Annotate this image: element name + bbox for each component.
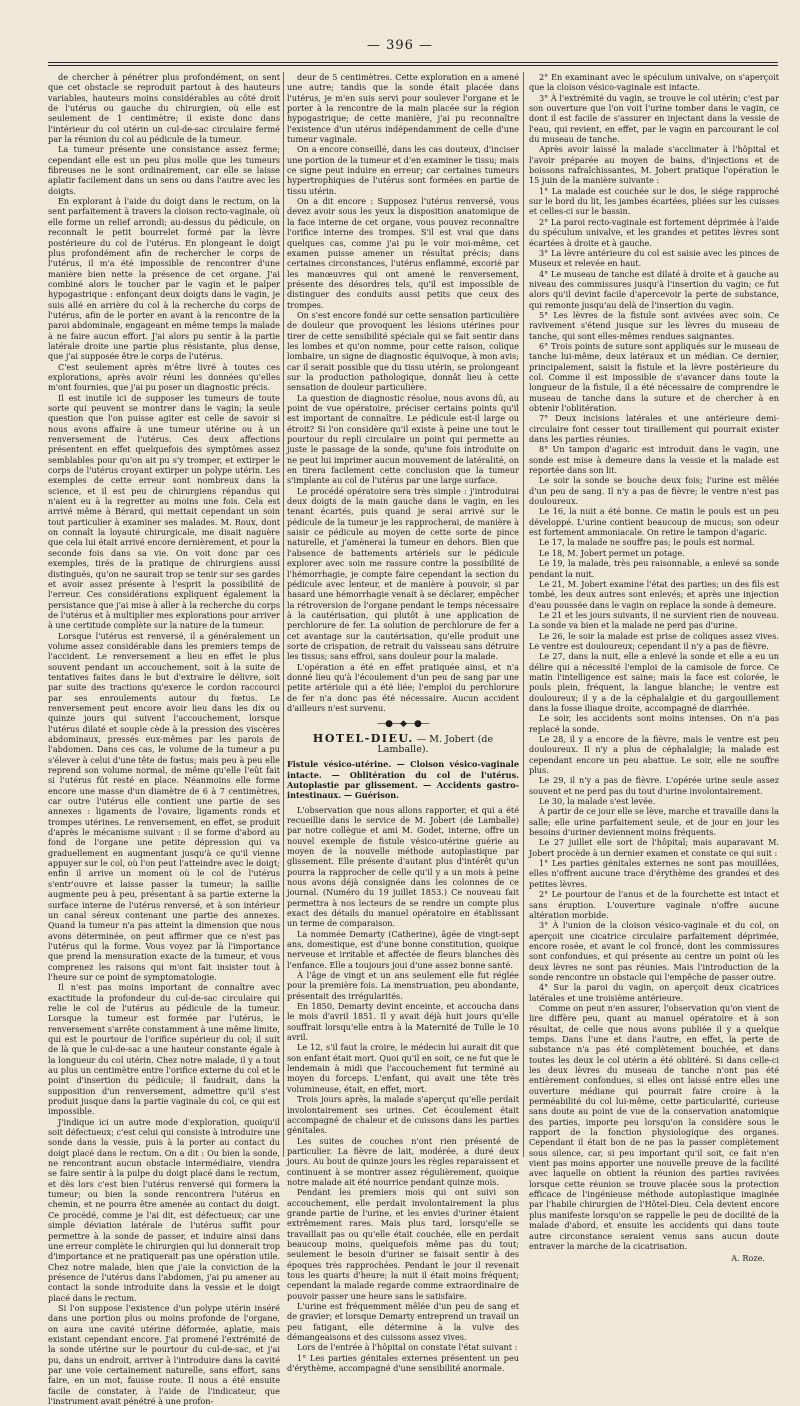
author-signature: A. Roze. bbox=[731, 1253, 765, 1264]
paragraph: 3° À l'union de la cloison vésico-vaginale et du col, on aperçoit une cicatrice circulaire parfaitement déprimée, encore rosée, et avant le col froncé, dont les commissures sont confondues, et qui présente au centre un point où les deux lèvres ne sont pas réunies. Mais l'introduction de la sonde rencontre un obstacle qui l'empêche de passer outre. bbox=[529, 920, 779, 982]
paragraph: Si l'on suppose l'existence d'un polype utérin inséré dans une portion plus ou moins profonde de l'organe, on aura une cavité utérine déformée, aplatie, mais existant cependant encore. J'ai promené l'extrémité de la sonde utérine sur le pourtour du cul-de-sac, et j'ai pu, dans un endroit, arriver à l'introduire dans la cavité par une voie certainement naturelle, sans effort, sans faire, en un mot, fausse route. Il nous a été ensuite facile de constater, à l'aide de l'indicateur, que l'instrument avait pénétré à une profon- bbox=[48, 1302, 280, 1406]
paragraph: 7° Deux incisions latérales et une antérieure demi-circulaire font cesser tout tiraillement qui pourrait exister dans les parties réunies. bbox=[529, 413, 779, 445]
paragraph: Lors de l'entrée à l'hôpital on constate l'état suivant : bbox=[297, 1342, 518, 1353]
paragraph: Le soir, les accidents sont moins intenses. On n'a pas replacé la sonde. bbox=[529, 713, 779, 734]
paragraph: 5° Les lèvres de la fistule sont avivées avec soin. Ce ravivement s'étend jusque sur les lèvres du museau de tanche, qui sont elles-mêmes rendues saignantes. bbox=[529, 309, 779, 341]
paragraph: Le 28, il y a encore de la fièvre, mais le ventre est peu douloureux. Il n'y a plus de céphalalgie; la malade est cependant encore un peu abattue. Le soir, elle ne souffre plus. bbox=[529, 734, 779, 776]
paragraph: On s'est encore fondé sur cette sensation particulière de douleur que provoquent les lésions utérines pour tirer de cette sensibilité spéciale qui se fait sentir dans les lombes et qu'on nomme, pour cette raison, colique lombaire, un signe de diagnostic équivoque, à mon avis; car il serait possible que du tissu utérin, se prolongeant sur la production pathologique, donnât lieu à cette sensation de douleur particulière. bbox=[287, 309, 519, 393]
paragraph: Le 26, le soir la malade est prise de coliques assez vives. Le ventre est douloureux; cependant il n'y a pas de fièvre. bbox=[529, 630, 779, 651]
column-2 bbox=[287, 72, 519, 1374]
paragraph: Trois jours après, la malade s'aperçut qu'elle perdait involontairement ses urines. Cet écoulement était accompagné de chaleur et de cuissons dans les parties génitales. bbox=[287, 1094, 519, 1136]
column-separator bbox=[523, 72, 524, 1157]
section-heading bbox=[287, 731, 519, 756]
paragraph: 1° Les parties génitales externes ne sont pas mouillées, elles n'offrent aucune trace d'érythème des grandes et des petites lèvres. bbox=[529, 858, 779, 889]
paragraph: Le 29, il n'y a pas de fièvre. L'opérée urine seule assez souvent et ne perd pas du tout d'urine involontairement. bbox=[529, 775, 779, 796]
paragraph: L'opération a été en effet pratiquée ainsi, et n'a donné lieu qu'à l'écoulement d'un peu de sang par une petite artériole qui a été liée; l'emploi du perchlorure de fer n'a donc pas été nécessaire. Aucun accident d'ailleurs n'est survenu. bbox=[287, 661, 519, 713]
page-number: — 396 — bbox=[366, 38, 434, 53]
paragraph: C'est seulement après m'être livré à toutes ces explorations, après avoir réuni les données qu'elles m'ont fournies, que j'ai pu poser un diagnostic précis. bbox=[48, 361, 280, 393]
paragraph: Comme on peut n'en assurer, l'observation qu'on vient de lire diffère peu, quant au manuel opératoire et à son résultat, de celle que nous avons publiée il y a quelque temps. Dans l'une et dans l'autre, en effet, la perte de substance n'a pas été complètement bouchée, et dans toutes les deux le col utérin a été oblitéré. Si dans celle-ci les deux lèvres du museau de tanche n'ont pas été entièrement confondues, si elles ont laissé entre elles une ouverture médiane qui pourrait faire croire à la perméabilité du col lui-même, cette particularité, curieuse sans doute au point de vue de la conservation anatomique des parties, importe peu lorsqu'on la considère sous le rapport de la fonction physiologique des organes. Cependant il était bon de ne pas la passer complètement sous silence, car, si peu important qu'il soit, ce fait n'en vient pas moins apporter une nouvelle preuve de la facilité avec laquelle on obtient la réunion des parties ravivées lorsque cette réunion se trouve placée sous la protection efficace de l'ingénieuse méthode autoplastique imaginée par l'habile chirurgien de l'Hôtel-Dieu. Cela devient encore plus manifeste lorsqu'on se rappelle le peu de docilité de la malade d'abord, et ensuite les accidents qui dans toute autre circonstance seraient venus sans aucun doute entraver la marche de la cicatrisation. bbox=[529, 1002, 779, 1251]
paragraph: 2° Le pourtour de l'anus et de la fourchette est intact et sans éruption. L'ouverture vaginale n'offre aucune altération morbide. bbox=[529, 889, 779, 920]
paragraph: Le 16, la nuit a été bonne. Ce matin le pouls est un peu développé. L'urine contient beaucoup de mucus; son odeur est fortement ammoniacale. On retire le tampon d'agaric. bbox=[529, 506, 779, 538]
paragraph: Lorsque l'utérus est renversé, il a généralement un volume assez considérable dans les premiers temps de l'accident. Le renversement a lieu en effet le plus souvent pendant un accouchement, soit à la suite de tentatives faites dans le but d'extraire le délivre, soit par suite des tractions qu'exerce le cordon raccourci par ses enroulements autour du fœtus. Le renversement peut encore avoir lieu dans les dix ou quinze jours qui suivent l'accouchement, lorsque l'utérus dilaté et souple cède à la pression des viscères abdominaux, pressés eux-mêmes par les parois de l'abdomen. Dans ces cas, le volume de la tumeur a pu s'élever à celui d'une tête de fœtus; mais peu à peu elle reprend son volume normal, de même qu'elle l'eût fait si l'utérus fût resté en place. Néanmoins elle forme encore une masse d'un diamètre de 6 à 7 centimètres, car outre l'utérus elle contient une partie de ses annexes : ligaments de l'ovaire, ligaments ronds et trompes utérines. Le renversement, en effet, se produit d'après le mécanisme suivant : il se forme d'abord au fond de l'organe une petite dépression qui va graduellement en augmentant jusqu'à ce qu'il vienne appuyer sur le col, où l'on peut l'atteindre avec le doigt; enfin il arrive un moment où le col de l'utérus s'entr'ouvre et laisse passer la tumeur; la saillie augmente peu à peu, présentant à sa partie externe la surface interne de l'utérus renversé, et à son intérieur un canal séreux contenant une partie des annexes. Quand la tumeur n'a pas atteint la dimension que nous avons déterminée, on peut affirmer que ce n'est pas l'utérus qui la forme. Vous voyez par là l'importance que prend la mensuration exacte de la tumeur, et vous comprenez les raisons qui m'ont fait insister tout à l'heure sur ce point de symptomatologie. bbox=[48, 630, 280, 982]
column-separator bbox=[283, 72, 284, 1157]
paragraph: Pendant les premiers mois qui ont suivi son accouchement, elle perdait involontairement la plus grande partie de l'urine, et les envies d'uriner étaient extrêmement rares. Mais plus tard, lorsqu'elle se travaillait pas ou qu'elle était couchée, elle en perdait beaucoup moins, quelquefois même pas du tout; seulement le besoin d'uriner se faisait sentir à des époques très rapprochées. Pendant le jour il revenait tous les quarts d'heure; la nuit il était moins fréquent; cependant la malade regarde comme extraordinaire de pouvoir passer une heure sans le satisfaire. bbox=[287, 1187, 519, 1301]
paragraph: Il est inutile ici de supposer les tumeurs de toute sorte qui peuvent se montrer dans le vagin; la seule question que l'on puisse agiter est celle de savoir si nous avons affaire à une tumeur utérine ou à un renversement de l'utérus. Ces deux affections présentent en effet quelquefois des symptômes assez semblables pour qu'on ait pu s'y tromper, et extirper le corps de l'utérus croyant extirper un polype utérin. Les exemples de cette erreur sont nombreux dans la science, et il est peu de chirurgiens répandus qui n'aient eu à la regretter au moins une fois. Cela est arrivé même à Bérard, qui mettait cependant un soin tout particulier à examiner ses malades. M. Roux, dont on connaît la loyauté chirurgicale, me disait naguère que cela lui était arrivé encore dernièrement, et pour la seconde fois dans sa vie. On voit donc par ces exemples, tirés de la pratique de chirurgiens aussi distingués, qu'on ne saurait trop se tenir sur ses gardes et avoir assez présente à l'esprit la possibilité de l'erreur. Ces considérations expliquent également la persistance que j'ai mise à aller à la recherche du corps de l'utérus et à multiplier mes explorations pour arriver à une certitude complète sur la nature de la tumeur. bbox=[48, 392, 280, 631]
paragraph: Le 30, la malade s'est levée. bbox=[539, 796, 656, 807]
paragraph: 2° La paroi recto-vaginale est fortement déprimée à l'aide du spéculum univalve, et les grandes et petites lèvres sont écartées à droite et à gauche. bbox=[529, 216, 779, 248]
paragraph: La tumeur présente une consistance assez ferme; cependant elle est un peu plus molle que les tumeurs fibreuses ne le sont ordinairement, car elle se laisse aplatir facilement dans un sens ou dans l'autre avec les doigts. bbox=[48, 144, 280, 196]
paragraph: 4° Sur la paroi du vagin, on aperçoit deux cicatrices latérales et une troisième antérieure. bbox=[529, 982, 779, 1003]
paragraph: Le 27, dans la nuit, elle a enlevé la sonde et elle a eu un délire qui a nécessité l'emploi de la camisole de force. Ce matin l'intelligence est saine; mais la face est colorée, le pouls plein, fréquent, la langue blanche; le ventre est douloureux; il y a de la céphalalgie et du gargouillement dans la fosse iliaque droite, accompagné de diarrhée. bbox=[529, 651, 779, 713]
case-title: Fistule vésico-utérine. — Cloison vésico-vaginale intacte. — Oblitération du col de l'utérus. Autoplastie par glissement. — Accidents gastro-intestinaux. — Guérison. bbox=[287, 759, 519, 801]
paragraph: La question de diagnostic résolue, nous avons dû, au point de vue opératoire, préciser certains points qu'il est important de connaître. Le pédicule est-il large ou étroit? Si l'on considère qu'il existe à peine une tout le pourtour du repli circulaire un point qui permette au juste le passage de la sonde, qu'une fois introduite on ne peut lui imprimer aucun mouvement de latéralité, on en tirera facilement cette conclusion que la tumeur s'implante au col de l'utérus par une large surface. bbox=[287, 392, 519, 486]
paragraph: Le 12, s'il faut la croire, le médecin lui aurait dit que son enfant était mort. Quoi qu'il en soit, ce ne fut que le lendemain à midi que l'accouchement fut terminé au moyen du forceps. L'enfant, qui avait une tête très volumineuse, était, en effet, mort. bbox=[287, 1042, 519, 1094]
paragraph: L'observation que nous allons rapporter, et qui a été recueillie dans le service de M. Jobert (de Lamballe) par notre collègue et ami M. Godet, interne, offre un nouvel exemple de fistule vésico-utérine guérie au moyen de la nouvelle méthode autoplastique par glissement. Elle présente d'autant plus d'intérêt qu'un pourra la rapprocher de celle qu'il y a un mois à peine nous avons déjà consignée dans les colonnes de ce journal. (Numéro du 19 juillet 1853.) Ce nouveau fait permettra à nos lecteurs de se rendre un compte plus exact des détails du manuel opératoire en établissant un terme de comparaison. bbox=[287, 804, 519, 929]
paragraph: J'indique ici un autre mode d'exploration, quoiqu'il soit défectueux; c'est celui qui consiste à introduire une sonde dans la vessie, puis à la porter au contact du doigt placé dans le rectum. On a dit : Ou bien la sonde, ne rencontrant aucun obstacle intermédiaire, viendra se faire sentir à la pulpe du doigt placé dans le rectum, et dès lors c'est bien l'utérus renversé qui formera la tumeur; ou bien la sonde rencontrera l'utérus en chemin, et ne pourra être amenée au contact du doigt. Ce procédé, comme je l'ai dit, est défectueux; car une simple déviation latérale de l'utérus suffit pour permettre à la sonde de passer, et induire ainsi dans une erreur complète le chirurgien qui lui donnerait trop d'importance et ne pratiquerait pas une opération utile. Chez notre malade, bien que j'aie la conviction de la présence de l'utérus dans l'abdomen, j'ai pu amener au contact la sonde introduite dans la vessie et le doigt placé dans le rectum. bbox=[48, 1116, 280, 1303]
paragraph: 2° En examinant avec le spéculum univalve, on s'aperçoit que la cloison vésico-vaginale est intacte. bbox=[529, 72, 779, 93]
paragraph: 1° La malade est couchée sur le dos, le siége rapproché sur le bord du lit, les jambes écartées, pliées sur les cuisses et celles-ci sur le bassin. bbox=[529, 185, 779, 217]
paragraph: Le soir la sonde se bouche deux fois; l'urine est mêlée d'un peu de sang. Il n'y a pas de fièvre; le ventre n'est pas douloureux. bbox=[529, 475, 779, 507]
service-name: — M. Jobert (de Lamballe). bbox=[377, 733, 494, 755]
paragraph: Il n'est pas moins important de connaître avec exactitude la profondeur du cul-de-sac circulaire qui relie le col de l'utérus au pédicule de la tumeur. Lorsque la tumeur est formée par l'utérus, le renversement s'arrête constamment à une même limite, qui est le pourtour de l'orifice supérieur du col; il suit de là que le cul-de-sac a une hauteur constante égale à la longueur du col utérin. Chez notre malade, il y a tout au plus un centimètre entre l'orifice externe du col et le point d'insertion du pédicule; il faudrait, dans la supposition d'un renversement, admettre qu'il s'est produit jusque dans la partie vaginale du col, ce qui est impossible. bbox=[48, 982, 280, 1117]
paragraph: 3° À l'extrémité du vagin, se trouve le col utérin; c'est par son ouverture que l'on voit l'urine tomber dans le vagin, ce dont il est facile de s'assurer en injectant dans la vessie de l'eau, qui revient, en effet, par le vagin en parcourant le col du museau de tanche. bbox=[529, 92, 779, 145]
paragraph: Le procédé opératoire sera très simple : j'introduirai deux doigts de la main gauche dans le vagin, en les tenant écartés, puis quand je serai arrivé sur le pédicule de la tumeur je les rapprocherai, de manière à saisir ce pédicule au moyen de cette sorte de pince naturelle, et j'amènerai la tumeur en dehors. Bien que l'absence de battements artériels sur le pédicule explorer avec soin me rassure contre la possibilité de l'hémorrhagie, je compte faire cependant la section du pédicule avec lenteur, et de manière à pouvoir, si par hasard une hémorrhagie venait à se déclarer, empêcher la rétroversion de l'organe pendant le temps nécessaire à la cautérisation, qui plutôt à une application de perchlorure de fer. La solution de perchlorure de fer a cet avantage sur la cautérisation, qu'elle produit une sorte de crispation, de retrait du vaisseau sans détruire les tissus; sans effroi, sans douleur pour la malade. bbox=[287, 485, 519, 662]
header-rule bbox=[48, 62, 778, 63]
column-3 bbox=[529, 72, 779, 1264]
paragraph: Le 27 juillet elle sort de l'hôpital; mais auparavant M. Jobert procède à un dernier examen et constate ce qui suit : bbox=[529, 837, 779, 858]
paragraph: La nommée Demarty (Catherine), âgée de vingt-sept ans, domestique, est d'une bonne constitution, quoique nerveuse et irritable et affectée de fleurs blanches dès l'enfance. Elle a toujours joui d'une assez bonne santé. bbox=[287, 928, 519, 970]
paragraph: de chercher à pénétrer plus profondément, on sent que cet obstacle se reproduit partout à des hauteurs variables, hauteurs moins considérables au côté droit de l'utérus ou gauche du chirurgien, où elle est seulement de 1 centimètre; il existe donc dans l'intérieur du col utérin un cul-de-sac circulaire fermé par la réunion du col au pédicule de la tumeur. bbox=[48, 72, 280, 145]
paragraph: En 1850, Demarty devint enceinte, et accoucha dans le mois d'avril 1851. Il y avait déjà huit jours qu'elle souffrait lorsqu'elle entra à la Maternité de Tulle le 10 avril. bbox=[287, 1001, 519, 1043]
paragraph: On a encore conseillé, dans les cas douteux, d'inciser une portion de la tumeur et d'en examiner le tissu; mais ce signe peut induire en erreur; car certaines tumeurs hypertrophiques de l'utérus sont formées en partie de tissu utérin. bbox=[287, 144, 519, 196]
paragraph: deur de 5 centimètres. Cette exploration en a amené une autre; tandis que la sonde était placée dans l'utérus, je m'en suis servi pour soulever l'organe et le porter à la rencontre de la main placée sur la région hypogastrique; de cette manière, j'ai pu reconnaître l'existence d'un utérus indépendamment de celle d'une tumeur vaginale. bbox=[287, 72, 519, 145]
paragraph: Les suites de couches n'ont rien présenté de particulier. La fièvre de lait, modérée, a duré deux jours. Au bout de quinze jours les règles reparaissent et continuent à se montrer assez régulièrement, quoique notre malade ait été nourrice pendant quinze mois. bbox=[287, 1135, 519, 1187]
paragraph: À partir de ce jour elle se lève, marche et travaille dans la salle; elle urine parfaitement seule, et de jour en jour les besoins d'uriner deviennent moins fréquents. bbox=[529, 806, 779, 838]
hospital-name: HOTEL-DIEU. bbox=[312, 731, 414, 745]
paragraph: 8° Un tampon d'agaric est introduit dans le vagin, une sonde est mise à demeure dans la vessie et la malade est reportée dans son lit. bbox=[529, 444, 779, 476]
paragraph: Le 19, la malade, très peu raisonnable, a enlevé sa sonde pendant la nuit. bbox=[529, 558, 779, 579]
paragraph: On a dit encore : Supposez l'utérus renversé, vous devez avoir sous les yeux la disposition anatomique de la face interne de cet organe, vous pouvez reconnaître l'orifice interne des trompes. S'il est vrai que dans quelques cas, comme j'ai pu le voir moi-même, cet examen puisse amener un résultat précis; dans certaines circonstances, l'utérus enflammé, excorié par les manœuvres qui ont amené le renversement, présente des désordres tels, qu'il est impossible de distinguer des conduits aussi petits que ceux des trompes. bbox=[287, 196, 519, 310]
paragraph: Le 21, M. Jobert examine l'état des parties; un des fils est tombé, les deux autres sont enlevés; et après une injection d'eau poussée dans le vagin on replace la sonde à demeure. bbox=[529, 578, 779, 610]
header-rule-thin bbox=[48, 65, 778, 66]
paragraph: L'urine est fréquemment mêlée d'un peu de sang et de gravier; et lorsque Demarty entreprend un travail un peu fatigant, elle détermine à la vulve des démangeaisons et des cuissons assez vives. bbox=[287, 1301, 519, 1343]
paragraph: À l'âge de vingt et un ans seulement elle fut réglée pour la première fois. La menstruation, peu abondante, présentait des irrégularités. bbox=[287, 970, 519, 1001]
paragraph: Le 18, M. Jobert permet un potage. bbox=[539, 547, 685, 558]
paragraph: En explorant à l'aide du doigt dans le rectum, on la sent parfaitement à travers la cloison recto-vaginale, où elle forme un relief arrondi; au-dessus du pédicule, on reconnaît le petit bourrelet formé par la lèvre postérieure du col de l'utérus. En plongeant le doigt plus profondément afin de rechercher le corps de l'utérus, il m'a été impossible de rencontrer d'une manière bien nette la présence de cet organe. J'ai combiné alors le toucher par le vagin et le palper hypogastrique : enfonçant deux doigts dans le vagin, je suis allé en arrière du col à la recherche du corps de l'utérus, afin de le porter en avant à la rencontre de la paroi abdominale, engageant en même temps la malade à ne faire aucun effort. J'ai alors pu sentir à la partie latérale droite une partie plus résistante, plus dense, que j'ai supposée être le corps de l'utérus. bbox=[48, 196, 280, 362]
paragraph: 6° Trois points de suture sont appliqués sur le museau de tanche lui-même, deux latéraux et un médian. Ce dernier, principalement, saisit la fistule et la lèvre postérieure du col. Comme il est impossible de s'avancer dans toute la longueur de la fistule, il a été nécessaire de comprendre le museau de tanche dans la suture et de chercher à en obtenir l'oblitération. bbox=[529, 340, 779, 413]
column-1 bbox=[48, 72, 280, 1406]
section-divider: —●—◆—●— bbox=[377, 719, 429, 730]
paragraph: Après avoir laissé la malade s'acclimater à l'hôpital et l'avoir préparée au moyen de bains, d'injections et de boissons rafraîchissantes, M. Jobert pratique l'opération le 15 juin de la manière suivante : bbox=[529, 144, 779, 186]
paragraph: 4° Le museau de tanche est dilaté à droite et à gauche au niveau des commissures jusqu'à l'insertion du vagin; ce fut alors qu'il devint facile d'apercevoir la perte de substance, qui remonte jusqu'au delà de l'insertion du vagin. bbox=[529, 268, 779, 310]
paragraph: Le 17, la malade ne souffre pas; le pouls est normal. bbox=[539, 537, 755, 548]
paragraph: 3° La lèvre antérieure du col est saisie avec les pinces de Museux et relevée en haut. bbox=[529, 247, 779, 269]
paragraph: 1° Les parties génitales externes présentent un peu d'érythème, accompagné d'une sensibilité anormale. bbox=[287, 1352, 519, 1374]
paragraph: Le 21 et les jours suivants, il ne survient rien de nouveau. La sonde va bien et la malade ne perd pas d'urine. bbox=[529, 609, 779, 631]
